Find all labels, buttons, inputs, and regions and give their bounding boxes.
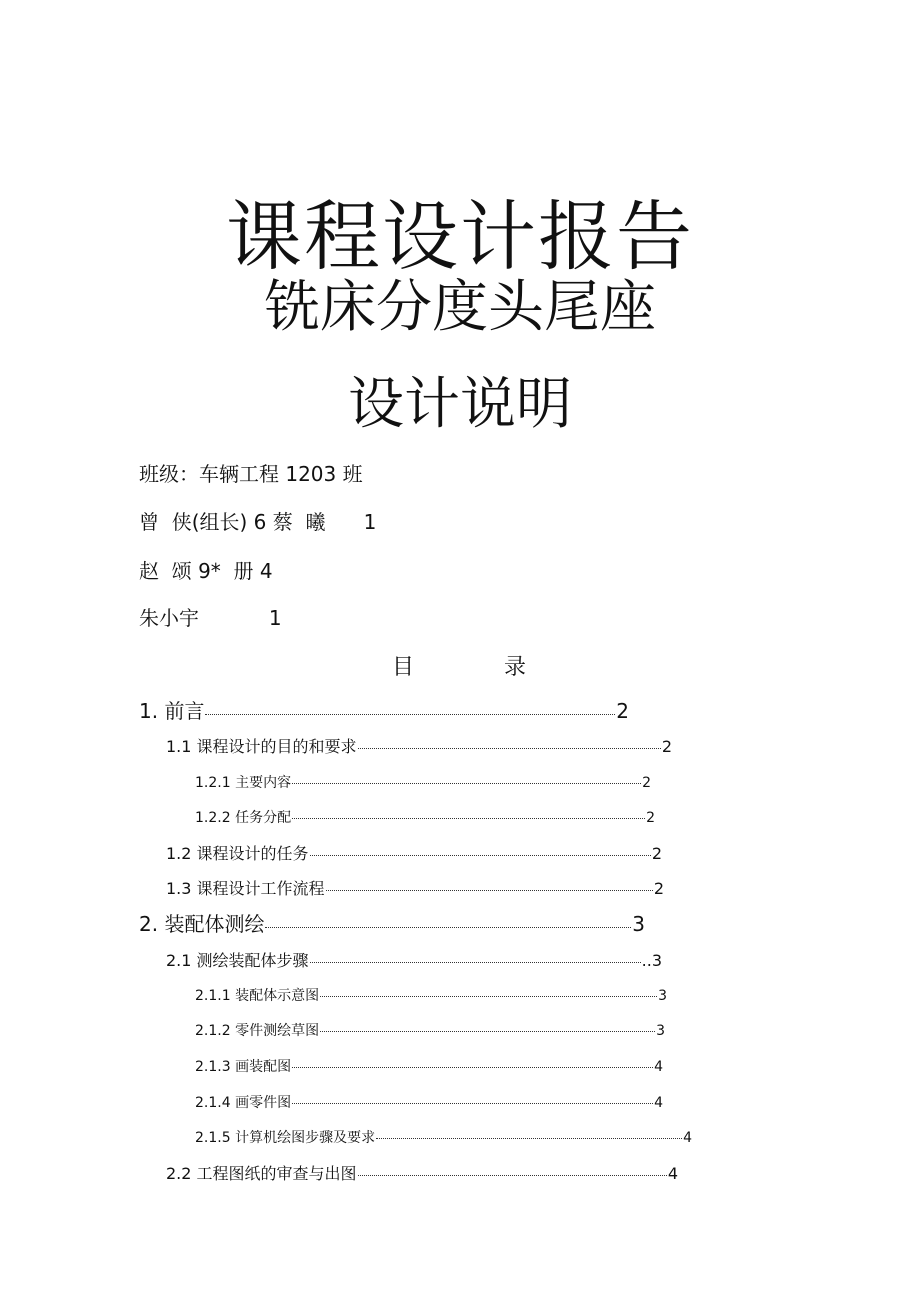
toc-entry-page: 4 (683, 1130, 692, 1146)
toc-entry (166, 878, 664, 900)
toc-leader (310, 962, 641, 963)
toc-leader (376, 1138, 682, 1139)
toc-entry-label: 2. 装配体测绘 (139, 912, 265, 936)
toc-leader (205, 714, 615, 715)
toc-leader (320, 996, 657, 997)
toc-entry (195, 1128, 692, 1148)
toc-leader (292, 1067, 653, 1068)
toc-heading (392, 654, 526, 682)
toc-entry-page: 4 (667, 1164, 678, 1183)
toc-entry-page: ..3 (641, 951, 662, 970)
toc-entry-label: 1.2.1 主要内容 (195, 775, 292, 791)
toc-entry (195, 986, 667, 1006)
toc-entry-label: 1.1 课程设计的目的和要求 (166, 737, 357, 756)
toc-entry (166, 1163, 678, 1185)
toc-entry (195, 1093, 663, 1113)
toc-entry-page: 4 (654, 1095, 663, 1111)
toc-entry-label: 1.3 课程设计工作流程 (166, 879, 325, 898)
class-info: 班级：车辆工程 1203 班 (139, 462, 363, 486)
toc-entry-label: 1.2.2 任务分配 (195, 810, 292, 826)
toc-leader (358, 1175, 667, 1176)
toc-entry-label: 2.1.4 画零件图 (195, 1095, 292, 1111)
toc-leader (326, 890, 653, 891)
toc-leader (292, 818, 645, 819)
toc-entry-page: 2 (642, 775, 651, 791)
toc-entry-page: 3 (632, 912, 645, 936)
member-line: 赵 颂 9* 册 4 (139, 559, 273, 583)
toc-entry (195, 1057, 663, 1077)
subtitle-description: 设计说明 (348, 372, 572, 437)
toc-leader (292, 783, 641, 784)
subtitle-topic: 铣床分度头尾座 (264, 275, 656, 340)
toc-entry-page: 2 (651, 844, 662, 863)
toc-entry-label: 2.1.3 画装配图 (195, 1059, 292, 1075)
member-line: 朱小宇 1 (139, 606, 282, 630)
toc-entry-label: 2.1 测绘装配体步骤 (166, 951, 309, 970)
toc-entry-page: 2 (653, 879, 664, 898)
toc-entry-page: 3 (658, 988, 667, 1004)
toc-entry (195, 1021, 665, 1041)
toc-entry-label: 2.2 工程图纸的审查与出图 (166, 1164, 357, 1183)
toc-leader (310, 855, 651, 856)
toc-heading-left: 目 (392, 655, 415, 680)
toc-entry (139, 911, 645, 937)
toc-entry-label: 1.2 课程设计的任务 (166, 844, 309, 863)
toc-entry-page: 2 (616, 699, 629, 723)
toc-entry (166, 950, 662, 972)
toc-leader (320, 1031, 655, 1032)
toc-entry (195, 808, 655, 828)
report-title: 课程设计报告 (226, 191, 694, 281)
toc-heading-right: 录 (504, 655, 527, 680)
toc-entry-label: 1. 前言 (139, 699, 205, 723)
toc-leader (265, 927, 631, 928)
toc-entry-label: 2.1.5 计算机绘图步骤及要求 (195, 1130, 376, 1146)
toc-entry (195, 773, 651, 793)
toc-entry-label: 2.1.2 零件测绘草图 (195, 1023, 320, 1039)
toc-leader (358, 748, 661, 749)
toc-entry-page: 3 (656, 1023, 665, 1039)
member-line: 曾 侠(组长) 6 蔡 曦 1 (139, 510, 377, 534)
toc-entry-page: 2 (661, 737, 672, 756)
toc-entry (139, 698, 629, 724)
toc-entry-page: 2 (646, 810, 655, 826)
toc-entry (166, 736, 672, 758)
toc-entry-label: 2.1.1 装配体示意图 (195, 988, 320, 1004)
toc-entry (166, 843, 662, 865)
toc-entry-page: 4 (654, 1059, 663, 1075)
toc-leader (292, 1103, 653, 1104)
